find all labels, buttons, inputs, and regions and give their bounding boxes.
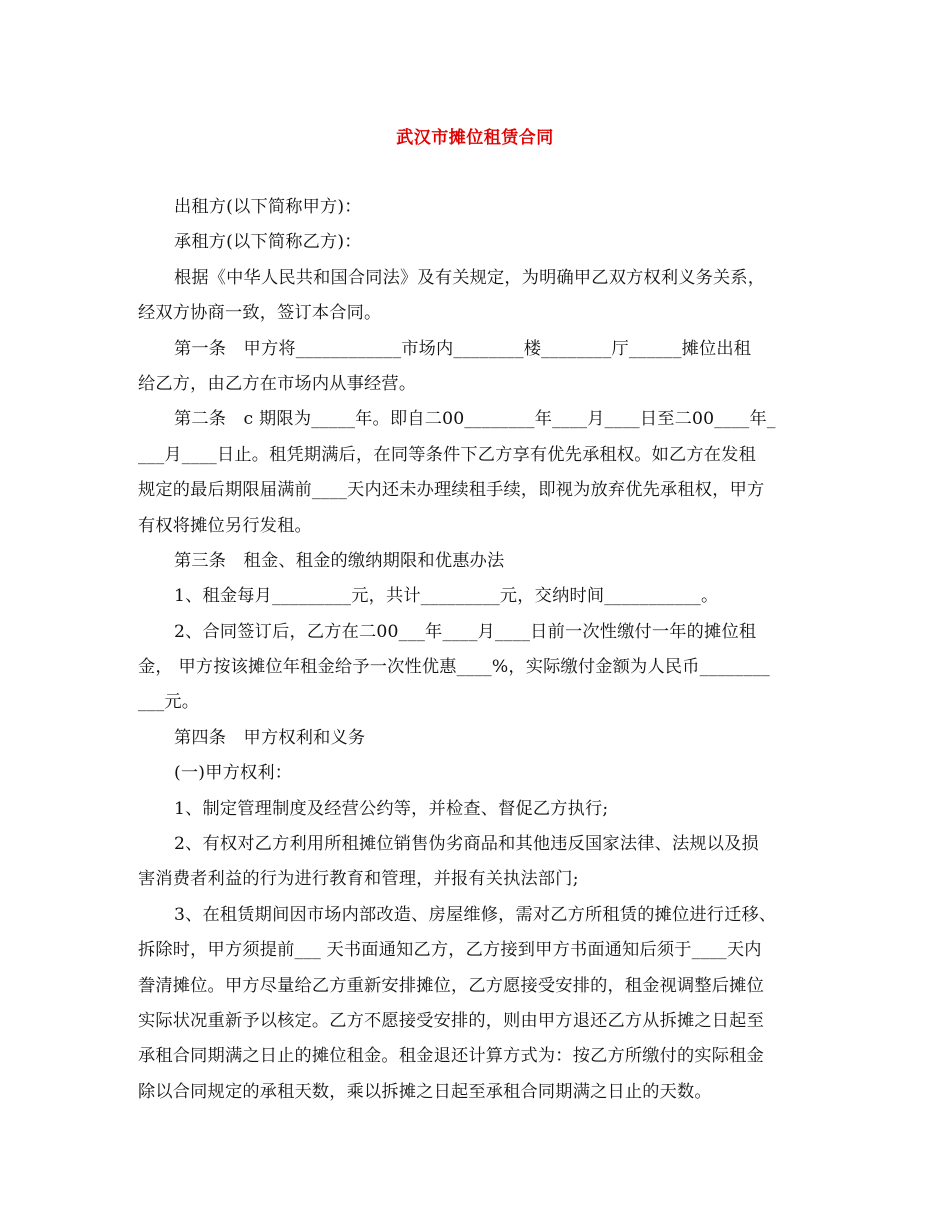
article-4-heading: 第四条 甲方权利和义务 (174, 727, 366, 748)
article-1-line-1: 第一条 甲方将____________市场内________楼________厅______摊位出租 (174, 338, 752, 359)
article-4-rights-heading: (一)甲方权利： (174, 763, 293, 784)
document-body (138, 190, 828, 1110)
article-4-right-3-line-2: 拆除时，甲方须提前___ 天书面通知乙方，乙方接到甲方书面通知后须于____天内 (138, 940, 762, 961)
paragraph-lessee: 承租方(以下简称乙方)： (174, 232, 362, 253)
article-3-item-2-line-2: 金， 甲方按该摊位年租金给予一次性优惠____%，实际缴付金额为人民币________ (138, 657, 770, 678)
article-4-right-2-line-1: 2、有权对乙方利用所租摊位销售伪劣商品和其他违反国家法律、法规以及损 (174, 834, 759, 855)
article-2-line-3: 规定的最后期限届满前____天内还未办理续租手续，即视为放弃优先承租权，甲方 (138, 480, 765, 501)
article-4-right-2-line-2: 害消费者利益的行为进行教育和管理，并报有关执法部门; (138, 869, 579, 890)
article-3-heading: 第三条 租金、租金的缴纳期限和优惠办法 (174, 550, 505, 571)
article-3-item-2-line-1: 2、合同签订后，乙方在二00___年____月____日前一次性缴付一年的摊位租 (174, 621, 757, 642)
article-2-line-4: 有权将摊位另行发租。 (138, 515, 312, 536)
article-2-line-1: 第二条 c 期限为_____年。即自二00________年____月____日至二00____年_ (174, 409, 776, 430)
article-2-line-2: ___月____日止。租凭期满后，在同等条件下乙方享有优先承租权。如乙方在发租 (138, 444, 756, 465)
article-4-right-3-line-4: 实际状况重新予以核定。乙方不愿接受安排的，则由甲方退还乙方从拆摊之日起至 (138, 1010, 764, 1031)
article-4-right-3-line-1: 3、在租赁期间因市场内部改造、房屋维修，需对乙方所租赁的摊位进行迁移、 (174, 904, 777, 925)
document-title: 武汉市摊位租赁合同 (396, 128, 554, 148)
article-3-item-2-line-3: ___元。 (138, 692, 200, 713)
article-4-right-1: 1、制定管理制度及经营公约等，并检查、督促乙方执行; (174, 798, 609, 819)
paragraph-preamble-line-2: 经双方协商一致，签订本合同。 (138, 303, 382, 324)
paragraph-lessor: 出租方(以下简称甲方)： (174, 197, 362, 217)
article-1-line-2: 给乙方，由乙方在市场内从事经营。 (138, 373, 417, 394)
paragraph-preamble-line-1: 根据《中华人民共和国合同法》及有关规定，为明确甲乙双方权利义务关系， (174, 267, 766, 288)
article-3-item-1: 1、租金每月_________元，共计_________元，交纳时间___________。 (174, 586, 719, 607)
article-4-right-3-line-5: 承租合同期满之日止的摊位租金。租金退还计算方式为：按乙方所缴付的实际租金 (138, 1046, 764, 1067)
article-4-right-3-line-6: 除以合同规定的承租天数，乘以拆摊之日起至承租合同期满之日止的天数。 (138, 1081, 712, 1102)
article-4-right-3-line-3: 誊清摊位。甲方尽量给乙方重新安排摊位，乙方愿接受安排的，租金视调整后摊位 (138, 975, 764, 996)
